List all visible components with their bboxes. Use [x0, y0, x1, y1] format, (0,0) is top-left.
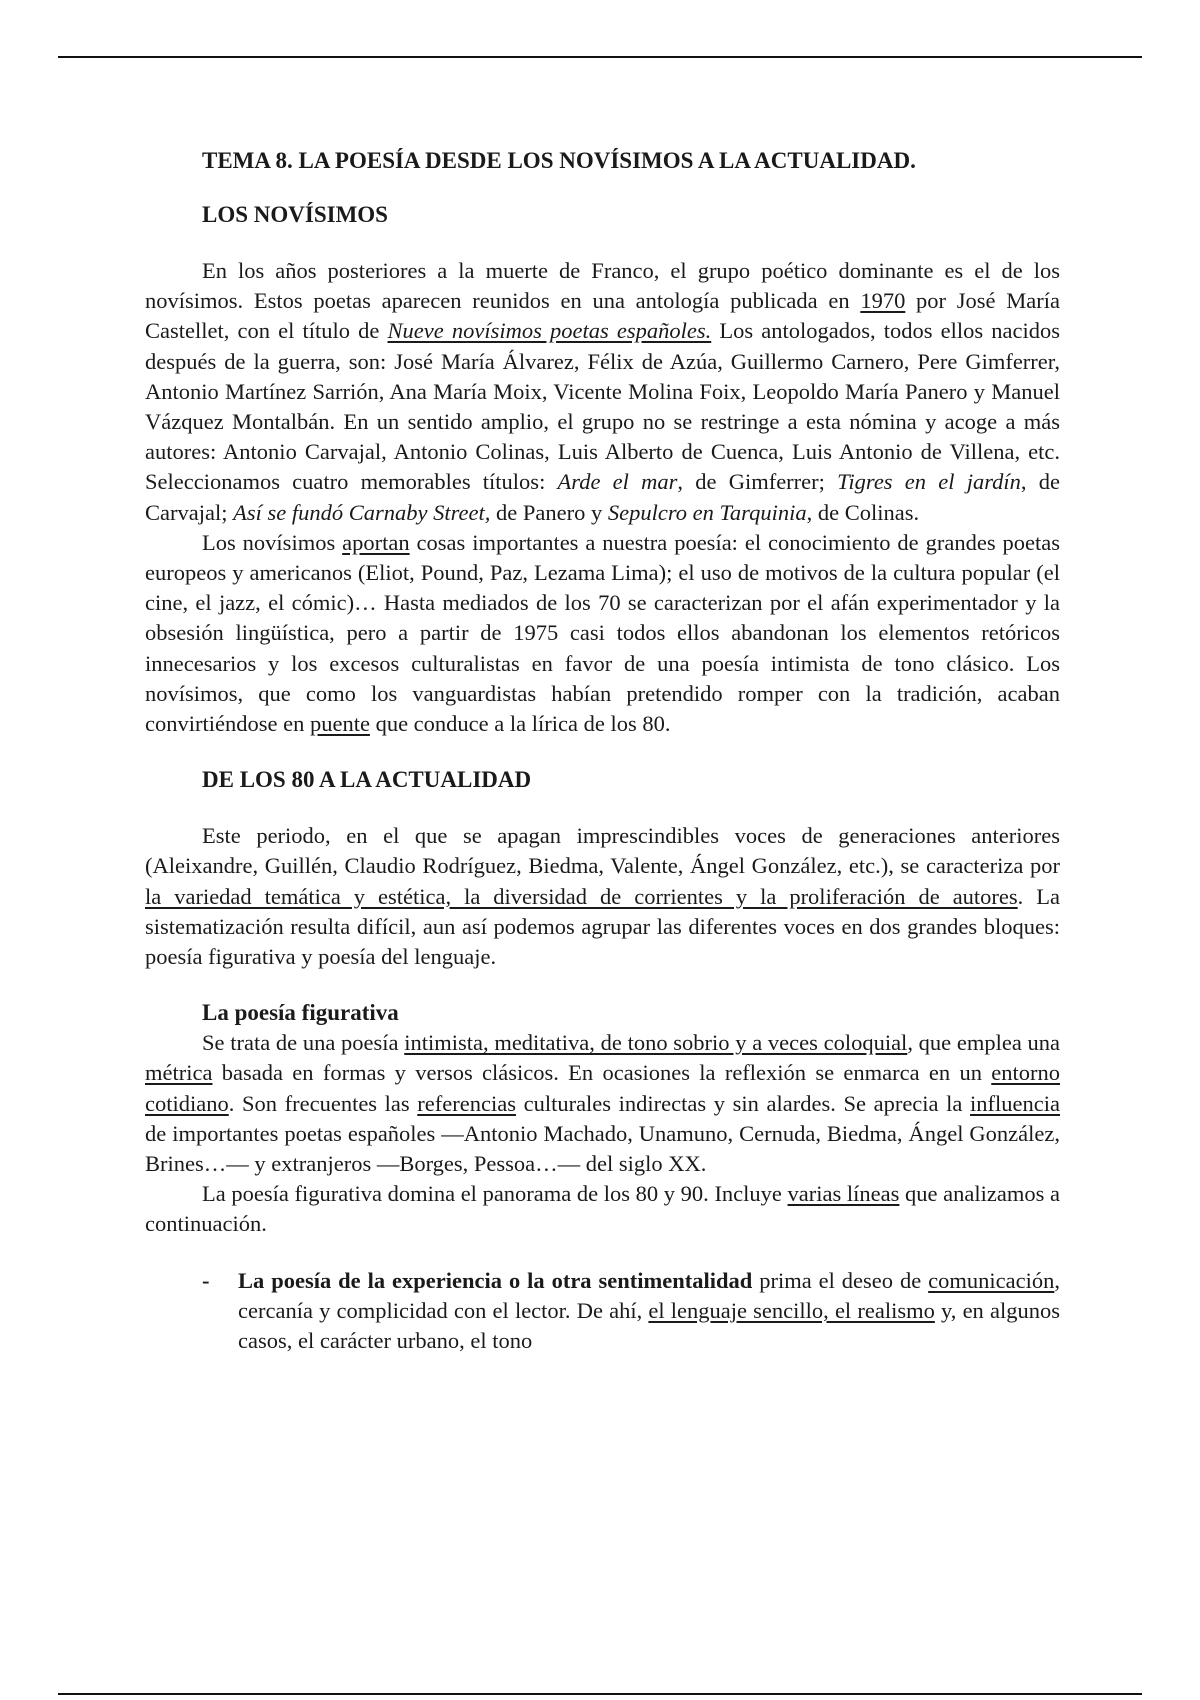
underlined-intimista: intimista, meditativa, de tono sobrio y a veces coloquial: [404, 1030, 908, 1056]
list-item-experiencia: - La poesía de la experiencia o la otra sentimentalidad prima el deseo de comunicación, cercanía y complicidad con el lector. De ahí, el lenguaje sencillo, el realismo y, en algunos casos, el carácter urbano, el tono: [202, 1267, 1060, 1354]
anthology-title: Nueve novísimos poetas españoles.: [387, 318, 712, 344]
paragraph-novisimos-intro: En los años posteriores a la muerte de Franco, el grupo poético dominante es el de los novísimos. Estos poetas aparecen reunidos en una antología publicada en 1970 por José María Castellet, con el título de Nueve novísimos poetas españoles. Los antologados, todos ellos nacidos después de la guerra, son: José María Álvarez, Félix de Azúa, Guillermo Carnero, Pere Gimferrer, Antonio Martínez Sarrión, Ana María Moix, Vicente Molina Foix, Leopoldo María Panero y Manuel Vázquez Montalbán. En un sentido amplio, el grupo no se restringe a esta nómina y acoge a más autores: Antonio Carvajal, Antonio Colinas, Luis Alberto de Cuenca, Luis Antonio de Villena, etc. Seleccionamos cuatro memorables títulos: Arde el mar, de Gimferrer; Tigres en el jardín, de Carvajal; Así se fundó Carnaby Street, de Panero y Sepulcro en Tarquinia, de Colinas.: [145, 258, 1060, 525]
document-title: TEMA 8. LA POESÍA DESDE LOS NOVÍSIMOS A LA ACTUALIDAD.: [202, 148, 916, 173]
underlined-metrica: métrica: [145, 1060, 213, 1086]
underlined-lenguaje-sencillo: el lenguaje sencillo, el realismo: [648, 1297, 935, 1323]
paragraph-figurativa-2: La poesía figurativa domina el panorama de los 80 y 90. Incluye varias líneas que analizamos a continuación.: [145, 1181, 1060, 1237]
underlined-entorno: entorno cotidiano: [145, 1060, 1060, 1116]
section-heading-novisimos: LOS NOVÍSIMOS: [202, 202, 388, 227]
underlined-puente: puente: [309, 711, 370, 737]
bottom-rule: [58, 1693, 1142, 1695]
underlined-aportan: aportan: [342, 529, 410, 555]
paragraph-novisimos-aportes: Los novísimos aportan cosas importantes a nuestra poesía: el conocimiento de grandes poetas europeos y americanos (Eliot, Pound, Paz, Lezama Lima); el uso de motivos de la cultura popular (el cine, el jazz, el cómic)… Hasta mediados de los 70 se caracterizan por el afán experimentador y la obsesión lingüística, pero a partir de 1975 casi todos ellos abandonan los elementos retóricos innecesarios y los excesos culturalistas en favor de una poesía intimista de tono clásico. Los novísimos, que como los vanguardistas habían pretendido romper con la tradición, acaban convirtiéndose en puente que conduce a la lírica de los 80.: [145, 529, 1060, 737]
top-rule: [58, 56, 1142, 58]
subsection-heading-figurativa: La poesía figurativa: [202, 1000, 399, 1026]
bullet-dash: -: [202, 1267, 210, 1293]
document-body: [145, 146, 1060, 1356]
underlined-referencias: referencias: [417, 1090, 516, 1116]
underlined-influencia: influencia: [970, 1090, 1060, 1116]
bullet-bold-lead: La poesía de la experiencia o la otra sentimentalidad: [238, 1267, 753, 1293]
section-heading-80-actualidad: DE LOS 80 A LA ACTUALIDAD: [202, 767, 532, 793]
book-title-arde-el-mar: Arde el mar: [557, 469, 678, 495]
paragraph-80-actualidad: Este periodo, en el que se apagan imprescindibles voces de generaciones anteriores (Aleixandre, Guillén, Claudio Rodríguez, Biedma, Valente, Ángel González, etc.), se caracteriza por la variedad temática y estética, la diversidad de corrientes y la proliferación de autores. La sistematización resulta difícil, aun así podemos agrupar las diferentes voces en dos grandes bloques: poesía figurativa y poesía del lenguaje.: [145, 823, 1061, 970]
year-1970: 1970: [860, 288, 906, 314]
paragraph-figurativa-1: Se trata de una poesía intimista, meditativa, de tono sobrio y a veces coloquial, que emplea una métrica basada en formas y versos clásicos. En ocasiones la reflexión se enmarca en un entorno cotidiano. Son frecuentes las referencias culturales indirectas y sin alardes. Se aprecia la influencia de importantes poetas españoles —Antonio Machado, Unamuno, Cernuda, Biedma, Ángel González, Brines…— y extranjeros —Borges, Pessoa…— del siglo XX.: [145, 1030, 1061, 1177]
book-title-tigres: Tigres en el jardín: [837, 469, 1021, 495]
book-title-sepulcro: Sepulcro en Tarquinia: [607, 499, 807, 525]
underlined-comunicacion: comunicación: [928, 1267, 1055, 1293]
book-title-carnaby: Así se fundó Carnaby Street,: [233, 499, 491, 525]
underlined-variedad: la variedad temática y estética, la diversidad de corrientes y la proliferación de autores: [145, 883, 1018, 909]
underlined-varias-lineas: varias líneas: [787, 1181, 900, 1207]
